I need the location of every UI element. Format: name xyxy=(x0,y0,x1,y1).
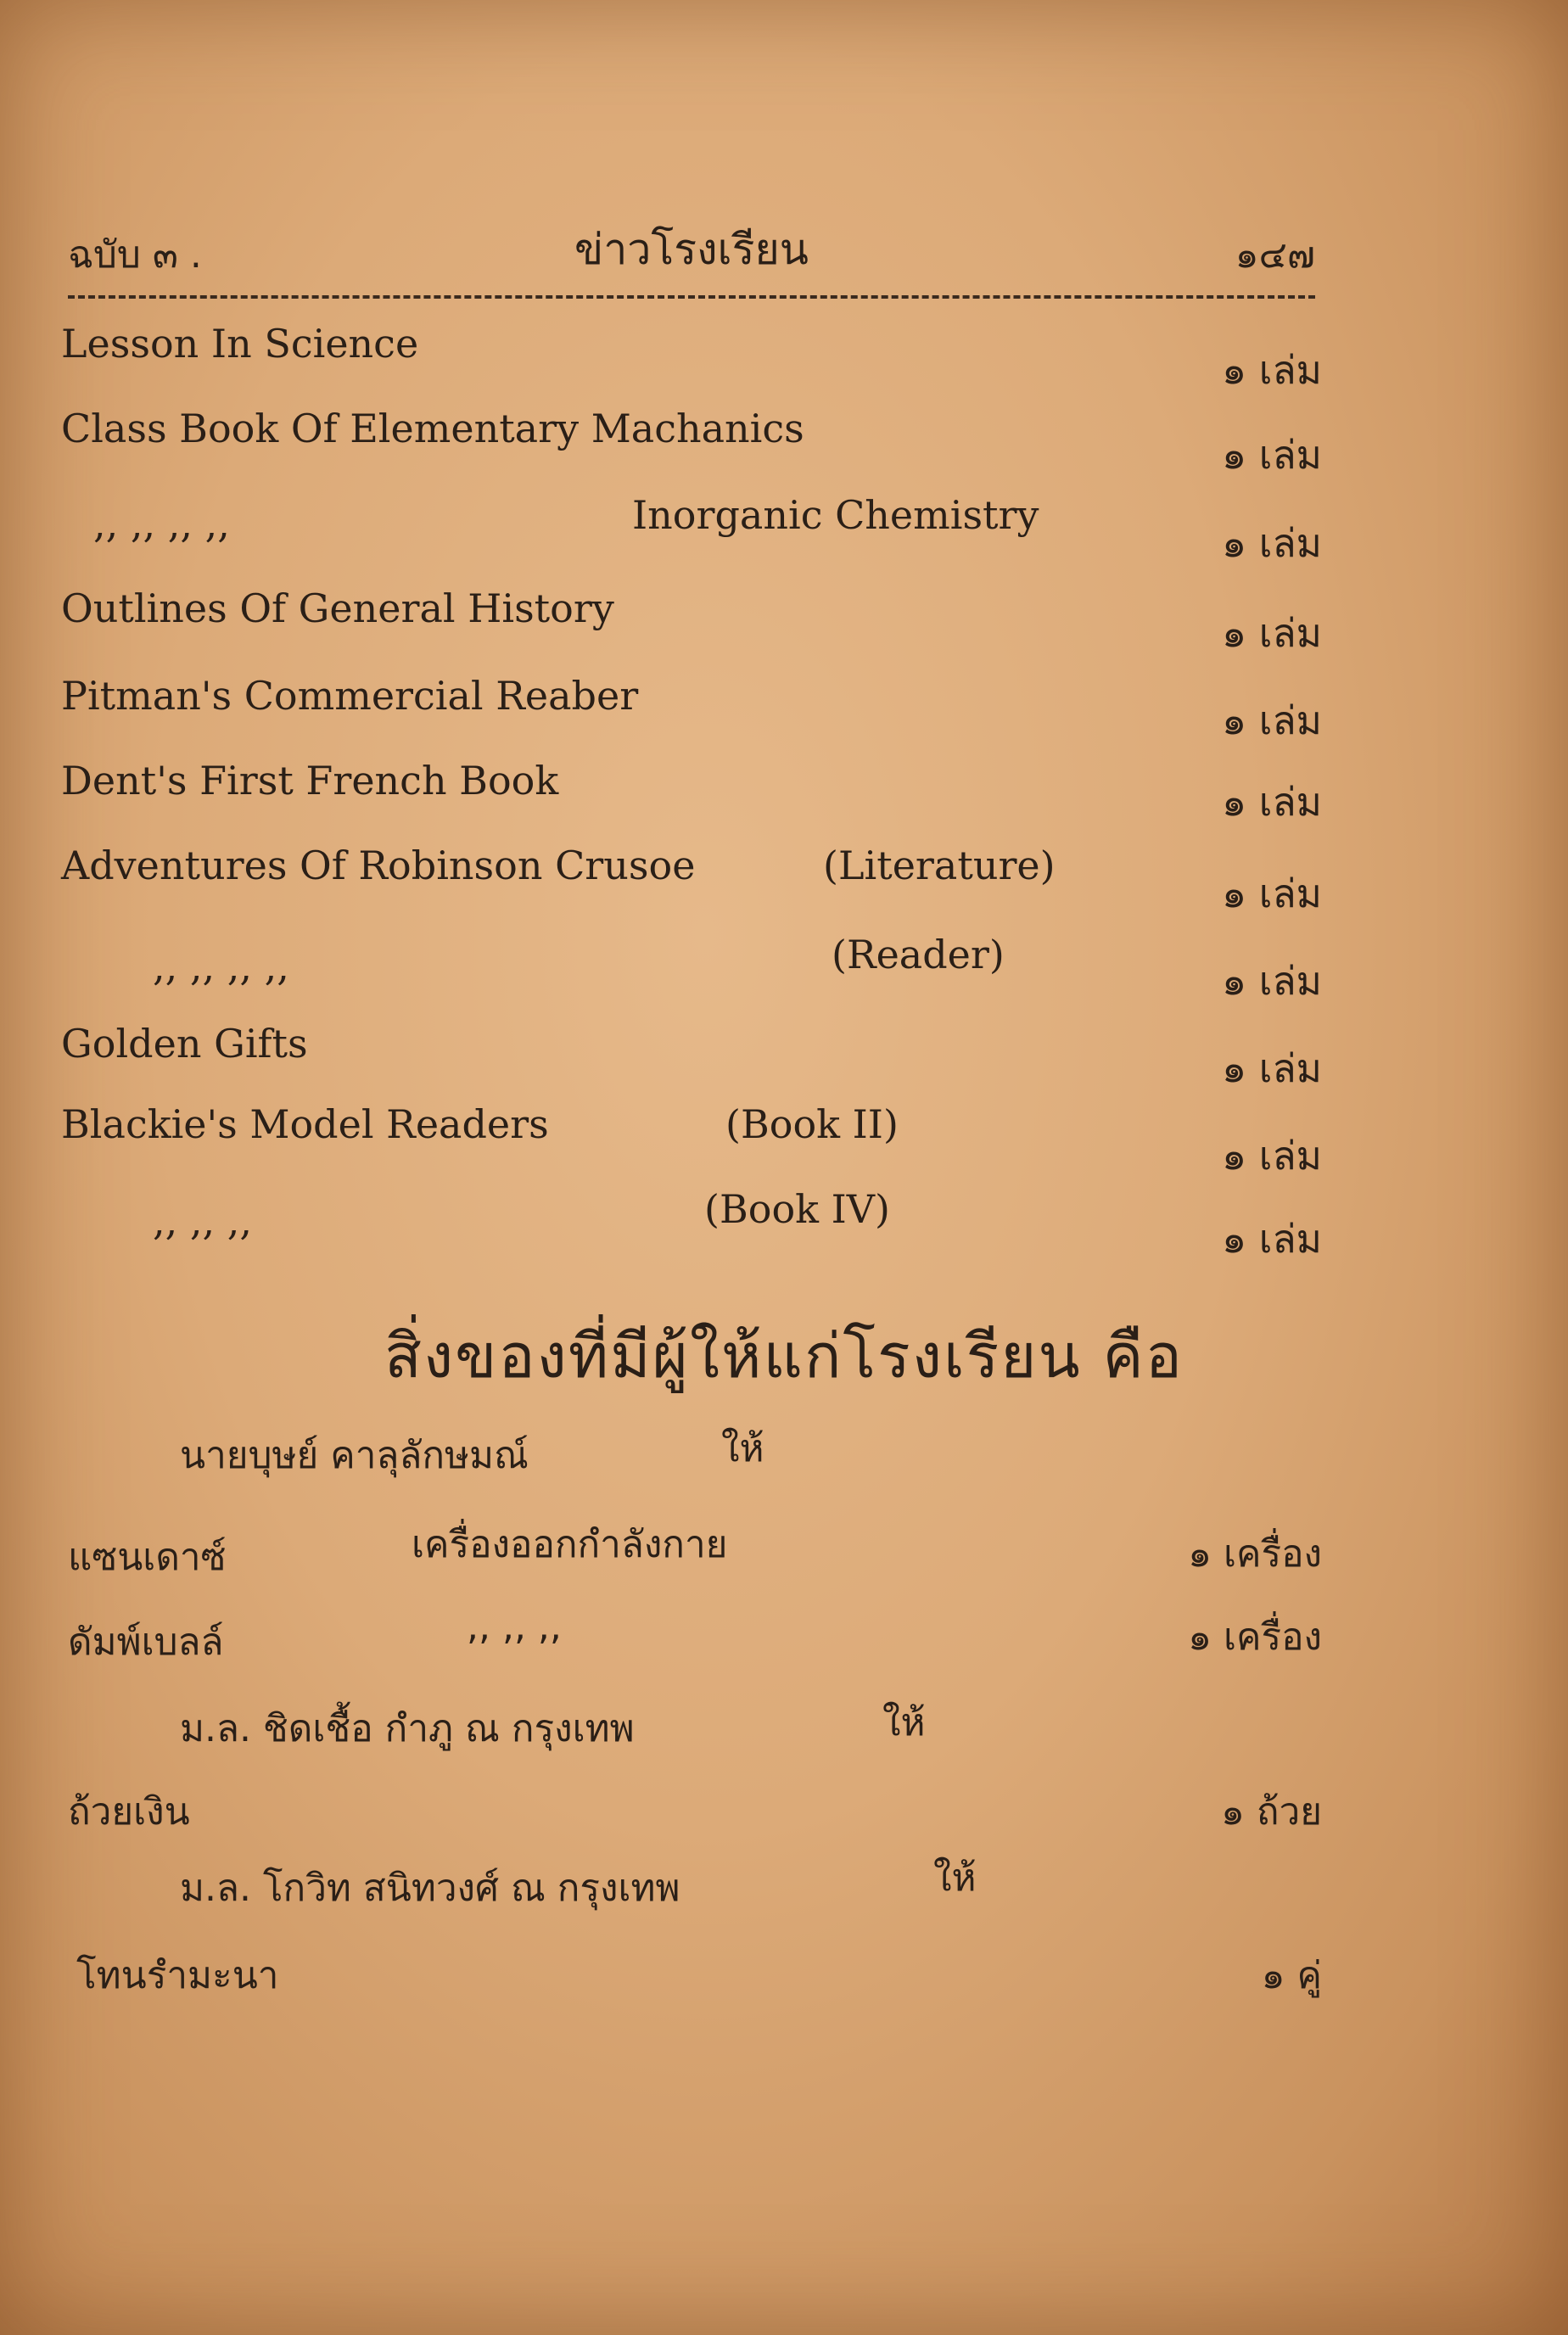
book-row xyxy=(0,1101,1568,1179)
book-note: (Literature) xyxy=(823,843,1056,888)
book-title: Outlines Of General History xyxy=(61,585,614,631)
page-title: ข่าวโรงเรียน xyxy=(574,225,809,274)
book-row xyxy=(0,1021,1568,1089)
page-number: ๑๔๗ xyxy=(1235,233,1315,277)
book-note: (Reader) xyxy=(832,932,1005,977)
book-title: Lesson In Science xyxy=(61,321,419,367)
page-header xyxy=(68,216,1315,276)
book-row xyxy=(0,1186,1568,1262)
gift-item: ดัมพ์เบลล์ xyxy=(68,1621,224,1664)
book-row xyxy=(0,843,1568,916)
book-note: Inorganic Chemistry xyxy=(632,492,1039,538)
book-quantity: ๑ เล่ม xyxy=(1221,432,1322,478)
book-row xyxy=(0,406,1568,478)
donor-gives: ให้ xyxy=(882,1701,926,1744)
book-quantity: ๑ เล่ม xyxy=(1221,610,1322,656)
gift-description: เครื่องออกกำลังกาย xyxy=(412,1523,728,1566)
donor-gives: ให้ xyxy=(721,1427,764,1470)
book-note: (Book IV) xyxy=(704,1186,890,1232)
gift-item: โทนรำมะนา xyxy=(76,1954,279,1997)
book-quantity: ๑ เล่ม xyxy=(1221,697,1322,743)
book-row xyxy=(0,673,1568,741)
ditto-marks: ,, ,, ,, xyxy=(467,1605,562,1649)
gift-item: ถ้วยเงิน xyxy=(68,1790,190,1834)
book-quantity: ๑ เล่ม xyxy=(1221,871,1322,916)
book-row xyxy=(0,585,1568,656)
book-row xyxy=(0,321,1568,393)
gifts-heading: สิ่งของที่มีผู้ให้แก่โรงเรียน คือ xyxy=(384,1320,1184,1391)
gift-item: แซนเดาซ์ xyxy=(68,1536,227,1579)
book-quantity: ๑ เล่ม xyxy=(1221,958,1322,1004)
gift-quantity: ๑ คู่ xyxy=(1261,1954,1322,1997)
gift-quantity: ๑ เครื่อง xyxy=(1188,1532,1322,1576)
donor-name: ม.ล. โกวิท สนิทวงศ์ ณ กรุงเทพ xyxy=(180,1867,680,1910)
book-title: Dent's First French Book xyxy=(61,758,559,804)
gift-quantity: ๑ ถ้วย xyxy=(1220,1790,1322,1834)
donor-gives: ให้ xyxy=(933,1856,977,1900)
ditto-marks: ,, ,, ,, ,, xyxy=(153,944,289,989)
book-quantity: ๑ เล่ม xyxy=(1221,1133,1322,1179)
book-title: Pitman's Commercial Reaber xyxy=(61,673,639,719)
book-row xyxy=(0,758,1568,826)
book-quantity: ๑ เล่ม xyxy=(1221,347,1322,393)
donor-name: นายบุษย์ คาลุลักษมณ์ xyxy=(180,1434,529,1477)
book-row xyxy=(0,492,1568,566)
book-title: Adventures Of Robinson Crusoe xyxy=(61,843,696,888)
book-title: Class Book Of Elementary Machanics xyxy=(61,406,804,451)
book-title: Golden Gifts xyxy=(61,1021,308,1067)
gift-quantity: ๑ เครื่อง xyxy=(1188,1615,1322,1659)
book-quantity: ๑ เล่ม xyxy=(1221,1216,1322,1262)
ditto-marks: ,, ,, ,, xyxy=(153,1198,252,1244)
issue-label: ฉบับ ๓ . xyxy=(68,233,202,277)
ditto-marks: ,, ,, ,, ,, xyxy=(93,501,230,546)
book-title: Blackie's Model Readers xyxy=(61,1101,549,1147)
header-divider xyxy=(68,295,1315,299)
book-quantity: ๑ เล่ม xyxy=(1221,520,1322,566)
book-row xyxy=(0,932,1568,1004)
book-note: (Book II) xyxy=(725,1101,899,1147)
book-quantity: ๑ เล่ม xyxy=(1221,779,1322,825)
book-quantity: ๑ เล่ม xyxy=(1221,1045,1322,1091)
donor-name: ม.ล. ชิดเชื้อ กำภู ณ กรุงเทพ xyxy=(180,1707,635,1750)
